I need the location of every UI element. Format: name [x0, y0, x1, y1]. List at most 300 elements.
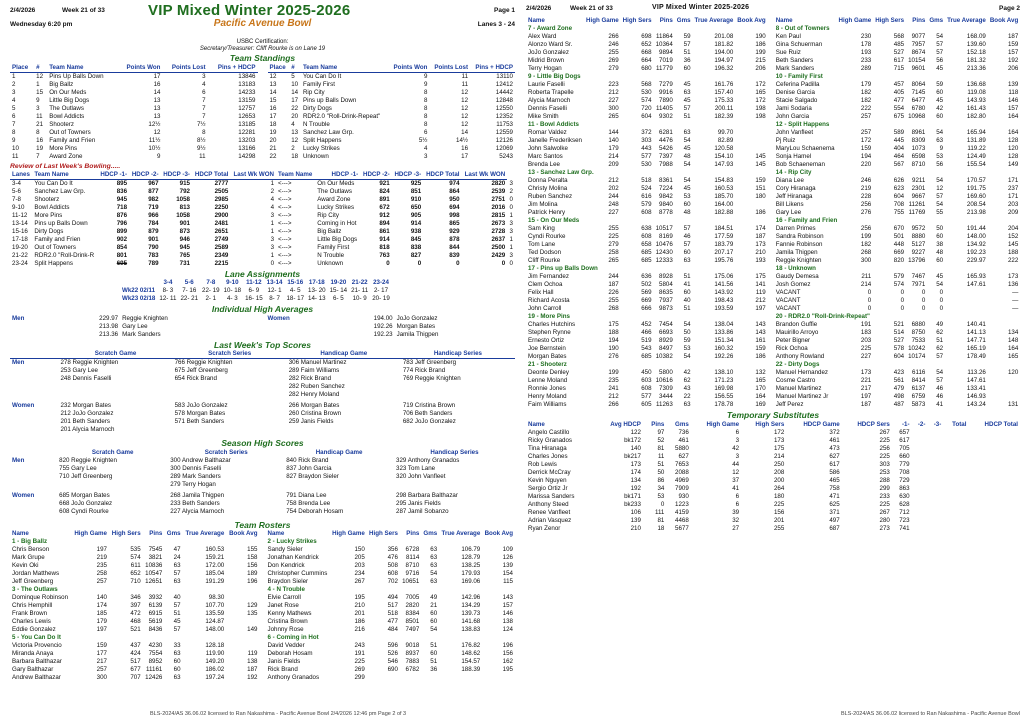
- roster-cell: 5127: [911, 241, 926, 248]
- roster-row: [10, 618, 260, 626]
- roster-cell: 63: [683, 401, 691, 408]
- roster-cell: 60: [430, 618, 438, 626]
- roster-cell: 197: [860, 393, 872, 400]
- roster-header: Name: [775, 17, 793, 24]
- roster-cell: Manuel Hernandez: [775, 369, 829, 376]
- vs-arrow: <--->: [278, 203, 292, 211]
- standings-cell: Big Ballz: [49, 80, 74, 88]
- roster-cell: 119: [247, 650, 258, 658]
- roster-row: [774, 377, 1021, 385]
- bowler-name: Mark Sanders: [122, 330, 161, 338]
- roster-cell: 186: [354, 618, 365, 626]
- roster-cell: John Vanfleet: [775, 129, 814, 136]
- standings-cell: 10: [12, 144, 19, 152]
- roster-cell: 485: [893, 41, 905, 48]
- roster-cell: 479: [893, 385, 905, 392]
- roster-cell: 664: [641, 57, 652, 64]
- standings-cell: 10: [291, 80, 299, 88]
- roster-cell: 199: [860, 233, 872, 240]
- standings-row: [268, 72, 516, 81]
- roster-cell: 113.26: [967, 369, 986, 376]
- lane-pair-header: 9-10: [226, 279, 239, 287]
- roster-cell: 149: [1007, 161, 1019, 168]
- roster-cell: Jim Fernandez: [528, 273, 569, 280]
- roster-cell: 161: [755, 337, 766, 344]
- roster-cell: 156.55: [714, 393, 734, 400]
- score-row: [10, 375, 515, 383]
- roster-cell: 147.61: [966, 377, 986, 384]
- women-averages: [266, 315, 516, 339]
- review-cell: 731: [179, 259, 190, 267]
- roster-cell: 128: [1007, 153, 1019, 160]
- score-entry: 766 Reggie Knighten: [174, 359, 233, 367]
- roster-cell: Barbara Balthazar: [12, 658, 62, 666]
- score-entry: [394, 481, 515, 489]
- standings-cell: 11: [36, 112, 43, 120]
- roster-cell: 134.29: [461, 602, 481, 610]
- score-entry: 837 John Garcia: [286, 464, 332, 472]
- team-header-row: [526, 265, 768, 273]
- roster-cell: 159: [96, 642, 107, 650]
- roster-cell: Peter Bigner: [775, 337, 811, 344]
- score-entry: 827 Braydon Sieler: [286, 472, 339, 480]
- subs-cell-empty: [943, 525, 968, 533]
- roster-cell: Felix Hall: [528, 289, 554, 296]
- average-row: [10, 323, 260, 331]
- roster-cell: 268: [860, 249, 872, 256]
- standings-cell: Rip City: [302, 88, 325, 96]
- roster-cell: 9601: [911, 65, 926, 72]
- roster-cell: 9077: [911, 33, 926, 40]
- score-entry: 783 Jeff Greenberg: [402, 359, 457, 367]
- subs-cell-empty: [927, 445, 943, 453]
- roster-cell: 225: [860, 345, 872, 352]
- roster-cell: 10836: [145, 562, 163, 570]
- subs-cell-empty: [968, 477, 1020, 485]
- review-cell: 902: [116, 235, 128, 243]
- roster-cell: 568: [893, 33, 905, 40]
- review-cell: 3: [270, 211, 275, 219]
- standings-cell: 16: [461, 144, 469, 152]
- subs-cell-empty: [927, 485, 943, 493]
- roster-row: [774, 89, 1021, 97]
- standings-row: [10, 81, 258, 89]
- score-entry: 840 Rick Brand: [286, 456, 329, 464]
- roster-row: [10, 570, 260, 578]
- score-header: Handicap Game: [287, 350, 401, 359]
- score-entry: [57, 481, 168, 489]
- roster-cell: Chris Hemphill: [12, 602, 53, 610]
- roster-cell: 45: [683, 185, 691, 192]
- roster-row: [774, 177, 1021, 185]
- roster-cell: 10651: [402, 578, 420, 586]
- roster-cell: 11405: [656, 105, 673, 112]
- subs-header: HDCP Total: [984, 420, 1018, 428]
- roster-cell: 217: [860, 385, 872, 392]
- roster-cell: 49: [936, 321, 944, 328]
- roster-cell: 54: [683, 137, 691, 144]
- bowler-name: JoJo Gonzalez: [396, 314, 438, 322]
- roster-cell: 494: [387, 594, 398, 602]
- subs-cell: 111: [654, 508, 665, 516]
- subs-cell: 4969: [675, 476, 689, 484]
- roster-row: [774, 401, 1021, 409]
- roster-cell: 9840: [659, 201, 673, 208]
- roster-row: [266, 562, 516, 570]
- average-value: 192.26: [373, 322, 393, 330]
- roster-row: [10, 666, 260, 674]
- subs-cell: 200: [773, 476, 785, 484]
- review-cell: 7-8: [12, 195, 21, 203]
- subs-header: Name: [528, 420, 545, 428]
- roster-cell: VACANT: [775, 289, 801, 296]
- team-name: 5 - You Can Do It: [12, 634, 61, 642]
- roster-cell: 234: [354, 570, 365, 578]
- roster-cell: 148: [1007, 337, 1019, 344]
- roster-cell: 685: [641, 249, 652, 256]
- roster-cell: 7883: [405, 658, 420, 666]
- roster-cell: 45: [936, 65, 944, 72]
- roster-cell: 57: [683, 105, 691, 112]
- score-row: [10, 492, 515, 500]
- roster-cell: 33: [173, 642, 181, 650]
- standings-cell: 12: [153, 128, 161, 136]
- subs-cell-empty: [943, 429, 968, 437]
- review-cell: 0: [270, 259, 275, 267]
- standings-cell: 12412: [495, 80, 513, 88]
- roster-cell: Jamila Thigpen: [775, 249, 818, 256]
- roster-cell: 300: [96, 674, 107, 682]
- roster-row: [774, 329, 1021, 337]
- subs-cell: 617: [829, 460, 840, 468]
- review-cell: 0: [386, 259, 390, 267]
- roster-cell: 12430: [655, 249, 673, 256]
- roster-cell: 11779: [656, 65, 673, 72]
- roster-cell: 24: [173, 554, 181, 562]
- roster-cell: 6780: [911, 105, 926, 112]
- subs-cell-empty: [943, 509, 968, 517]
- standings-right-table: Place # Team Name Points Won Points Lost Pins + HDCP 12 5 You Can Do It 9 11 13110 13 10 Family First 9 11 12412 14 14 Rip City 8 12 14442 15 17 Pins up Balls Down 8 12 12848 16 22 Dirty Dogs 8 12 12550 17 20 RDR2.0 "Roll-Drink-Repeat" 8 12 12352 18 4 N Trouble 8 12 11753 19 13 Sanchez Law Grp. 6 14 12559 20 12 Split Happens 5½ 14½ 12126 21 2 Lucky Strikes 4 16 12069 22 18 Unknown 3 17 5243: [269, 63, 513, 160]
- roster-cell: 141.56: [714, 281, 734, 288]
- roster-cell: 49: [430, 594, 438, 602]
- roster-cell: 182: [860, 97, 872, 104]
- standings-cell: Pins Up Balls Down: [49, 72, 104, 80]
- roster-cell: 404: [893, 145, 905, 152]
- roster-cell: 159.21: [205, 554, 225, 562]
- roster-cell: Jami Sodaria: [775, 105, 812, 112]
- review-header: Last Wk WON: [230, 171, 276, 180]
- roster-cell: 8937: [405, 650, 420, 658]
- roster-cell: Mike Smith: [528, 113, 559, 120]
- roster-cell: 185: [96, 610, 107, 618]
- roster-row: [774, 297, 1021, 305]
- lane-pair: 4- 3: [227, 295, 238, 303]
- spacer: [10, 516, 515, 519]
- review-cell: Pins up Balls Down: [34, 219, 88, 227]
- roster-cell: 10364: [655, 41, 673, 48]
- roster-cell: 187: [860, 401, 872, 408]
- roster-cell: 54: [936, 129, 944, 136]
- subs-cell: 11: [657, 452, 665, 460]
- subs-cell: 18: [657, 524, 665, 532]
- roster-cell: 128: [1007, 137, 1019, 144]
- average-value: 213.36: [99, 330, 119, 338]
- roster-header: High Sers: [369, 530, 398, 538]
- roster-cell: 45: [683, 81, 691, 88]
- standings-cell: 11753: [496, 120, 513, 128]
- subs-cell: 53: [657, 492, 665, 500]
- score-row: [10, 402, 515, 410]
- roster-cell: 36: [430, 666, 438, 674]
- roster-cell: 521: [893, 321, 905, 328]
- roster-cell: 63: [683, 257, 691, 264]
- score-entry: [401, 391, 515, 399]
- secretary-note: Secretary/Treasurer: Cliff Rourke is on Lane 19: [199, 45, 326, 52]
- subs-cell: 210: [630, 524, 641, 532]
- bowler-name: Jamila Thigpen: [396, 330, 439, 338]
- roster-cell: Rick Brand: [267, 666, 298, 674]
- team-header-row: [10, 538, 260, 546]
- roster-cell: 135: [247, 610, 258, 618]
- lane-pair: 2- 17: [373, 287, 389, 295]
- standings-cell: 12281: [238, 128, 256, 136]
- standings-cell: 5½: [418, 136, 428, 144]
- average-value: 192.23: [373, 330, 393, 338]
- roster-cell: 169: [755, 401, 766, 408]
- roster-cell: 206: [755, 65, 766, 72]
- score-header: Handicap Series: [430, 448, 479, 456]
- roster-cell: [226, 618, 259, 626]
- roster-cell: 356: [387, 546, 398, 554]
- roster-cell: 164: [1007, 129, 1019, 136]
- roster-cell: Cliff Rourke: [528, 257, 561, 264]
- subs-cell-empty: [968, 493, 1020, 501]
- roster-cell: 150: [354, 546, 365, 554]
- subs-cell: 723: [899, 516, 910, 524]
- roster-cell: 10242: [908, 345, 926, 352]
- roster-cell: 179.93: [461, 570, 481, 578]
- subs-cell: 174: [630, 468, 641, 476]
- roster-cell: 223: [608, 81, 619, 88]
- standings-cell: 8½: [196, 136, 206, 144]
- roster-cell: 53: [683, 345, 691, 352]
- roster-cell: —: [1012, 289, 1019, 296]
- roster-row: [774, 137, 1021, 145]
- review-cell: Family and Frien: [34, 235, 81, 243]
- roster-cell: 372: [641, 129, 652, 136]
- page-title: VIP Mixed Winter 2025-2026: [148, 2, 351, 19]
- roster-cell: 174: [96, 602, 107, 610]
- review-row: [10, 188, 515, 196]
- roster-cell: 7497: [405, 626, 420, 634]
- roster-cell: 578: [893, 345, 905, 352]
- roster-cell: 160.53: [714, 185, 734, 192]
- roster-cell: 145: [755, 161, 766, 168]
- roster-cell: 164.00: [714, 201, 734, 208]
- subs-cell: 473: [829, 444, 840, 452]
- subs-row: [526, 469, 1020, 477]
- team-header-row: [526, 361, 768, 369]
- review-cell: 851: [410, 187, 422, 195]
- roster-cell: 188: [608, 329, 619, 336]
- roster-cell: 405: [893, 89, 905, 96]
- subs-cell-empty: [943, 501, 968, 509]
- roster-cell: 138: [247, 658, 258, 666]
- roster-header: Name: [12, 530, 29, 538]
- roster-row: [526, 177, 768, 185]
- roster-cell: 11261: [908, 201, 926, 208]
- roster-cell: 195: [354, 594, 365, 602]
- roster-cell: 139: [1007, 81, 1019, 88]
- roster-cell: [735, 201, 767, 209]
- review-cell: 2429: [491, 251, 506, 259]
- standings-cell: 12: [461, 88, 469, 96]
- subs-cell: Renee Vanfleet: [528, 508, 571, 516]
- roster-cell: 141: [755, 281, 766, 288]
- roster-cell: 266: [608, 33, 619, 40]
- roster-cell: Kenny Mathews: [267, 610, 312, 618]
- standings-row: [10, 153, 258, 161]
- roster-cell: 207.17: [714, 249, 734, 256]
- team-name: 20 - RDR2.0 "Roll-Drink-Repeat": [775, 313, 870, 320]
- subs-cell-empty: [943, 477, 968, 485]
- roster-cell: 157.40: [714, 89, 734, 96]
- average-row: [10, 331, 260, 339]
- subs-cell: Kevin Nguyen: [528, 476, 567, 484]
- roster-cell: Charles Lewis: [12, 618, 51, 626]
- roster-cell: 8064: [911, 81, 926, 88]
- roster-cell: Mauirillo Arroyo: [775, 329, 819, 336]
- roster-header: Gms: [166, 530, 181, 538]
- roster-cell: 9716: [405, 570, 420, 578]
- review-cell: On Our Meds: [317, 179, 355, 187]
- roster-cell: 155.54: [966, 161, 986, 168]
- vs-arrow: <--->: [278, 219, 292, 227]
- vs-arrow: <--->: [278, 259, 292, 267]
- score-entry: 769 Reggie Knighten: [402, 375, 461, 383]
- team-name: 22 - Dirty Dogs: [775, 361, 820, 368]
- roster-cell: 157: [1007, 49, 1019, 56]
- roster-cell: 42: [683, 369, 691, 376]
- subs-cell: 628: [899, 500, 910, 508]
- roster-row: [266, 570, 516, 578]
- review-cell: 2728: [491, 227, 506, 235]
- review-cell: 3: [509, 251, 513, 259]
- review-cell: 2505: [214, 187, 229, 195]
- roster-cell: 118: [1008, 89, 1019, 96]
- subs-cell-empty: [912, 453, 928, 461]
- roster-cell: 0: [921, 297, 926, 304]
- score-row: [10, 426, 515, 434]
- subs-cell: 372: [829, 428, 840, 436]
- roster-cell: 138.04: [714, 321, 734, 328]
- score-entry: [173, 426, 287, 434]
- roster-cell: 519: [641, 337, 652, 344]
- roster-cell: Janelle Frederiksen: [528, 137, 582, 144]
- standings-cell: 13: [153, 112, 161, 120]
- roster-row: [526, 377, 768, 385]
- roster-cell: 51: [430, 642, 438, 650]
- roster-cell: 175: [608, 321, 619, 328]
- roster-cell: 63: [683, 129, 691, 136]
- review-cell: 695: [116, 259, 128, 267]
- subs-cell: 192: [630, 484, 641, 492]
- standings-cell: 12550: [495, 104, 513, 112]
- lane-pair: 12- 1: [267, 287, 282, 295]
- roster-cell: 182.80: [966, 113, 986, 120]
- roster-cell: 128.79: [461, 554, 481, 562]
- subs-cell-empty: [927, 461, 943, 469]
- roster-cell: 608: [641, 209, 652, 216]
- roster-cell: 187: [608, 281, 619, 288]
- team-header-row: [774, 217, 1021, 225]
- roster-cell: 139.73: [461, 610, 481, 618]
- standings-cell: 12559: [495, 128, 513, 136]
- roster-cell: 54: [936, 369, 944, 376]
- review-cell: 950: [449, 195, 460, 203]
- roster-cell: 6139: [148, 602, 163, 610]
- standings-cell: Sanchez Law Grp.: [302, 128, 354, 136]
- subs-cell-empty: [927, 517, 943, 525]
- subs-cell-empty: [943, 461, 968, 469]
- roster-cell: 9667: [911, 193, 926, 200]
- roster-header: Pins: [912, 17, 926, 24]
- standings-row: [10, 72, 258, 81]
- subs-cell: 657: [899, 428, 910, 436]
- standings-cell: 13: [153, 96, 161, 104]
- roster-row: [526, 113, 768, 121]
- review-cell: 2673: [491, 219, 506, 227]
- subs-cell: 233: [879, 492, 890, 500]
- review-cell: Dirty Dogs: [34, 227, 64, 235]
- standings-cell: 12352: [495, 112, 513, 120]
- review-cell: 21-22: [12, 251, 28, 259]
- roster-cell: 157: [1007, 105, 1019, 112]
- roster-cell: 57: [936, 353, 944, 360]
- roster-cell: 608: [641, 233, 652, 240]
- subs-cell-empty: [912, 485, 928, 493]
- roster-cell: 675: [893, 113, 905, 120]
- score-entry: [287, 426, 401, 434]
- roster-cell: Gary Lee: [775, 209, 802, 216]
- standings-cell: 18: [269, 120, 277, 128]
- roster-cell: 45: [683, 145, 691, 152]
- average-value: 194.00: [373, 314, 393, 322]
- roster-cell: 138.83: [461, 626, 481, 634]
- standings-row: [10, 129, 258, 137]
- subs-cell: 6: [735, 500, 740, 508]
- roster-cell: 0: [921, 305, 926, 312]
- standings-cell: Pins up Balls Down: [302, 96, 357, 104]
- standings-cell: 9: [157, 152, 161, 160]
- roster-cell: 152: [1007, 233, 1019, 240]
- standings-cell: 13: [269, 80, 277, 88]
- roster-row: [774, 385, 1021, 393]
- subs-cell-empty: [927, 477, 943, 485]
- subs-cell-empty: [943, 517, 968, 525]
- roster-cell: 227: [608, 97, 619, 104]
- subs-cell: 461: [678, 436, 689, 444]
- standings-cell: 16: [36, 136, 44, 144]
- subs-cell: Charles Jones: [528, 452, 568, 460]
- roster-cell: 151.34: [714, 337, 734, 344]
- roster-cell: 133.41: [966, 385, 986, 392]
- roster-row: [526, 145, 768, 153]
- roster-cell: 211: [861, 273, 872, 280]
- roster-cell: Chris Benson: [12, 546, 50, 554]
- roster-cell: 0: [867, 289, 872, 296]
- roster-cell: 10382: [655, 353, 673, 360]
